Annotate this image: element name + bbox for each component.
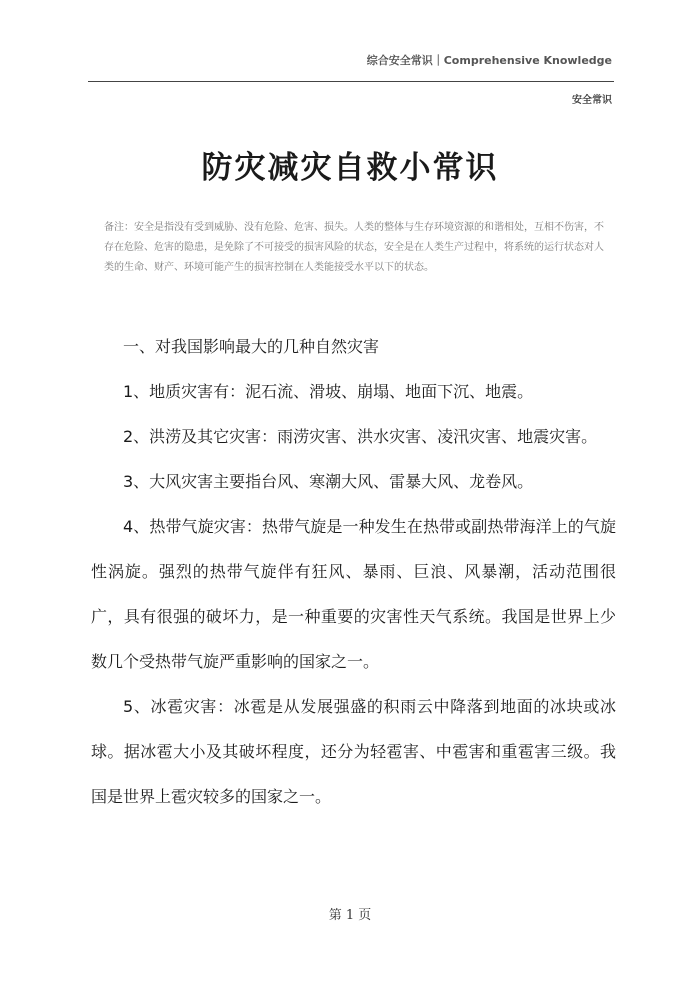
paragraph-flood: 2、洪涝及其它灾害：雨涝灾害、洪水灾害、凌汛灾害、地震灾害。	[123, 427, 598, 446]
page-title: 防灾减灾自救小常识	[201, 150, 499, 186]
paragraph-geological: 1、地质灾害有：泥石流、滑坡、崩塌、地面下沉、地震。	[123, 382, 534, 401]
paragraph-hail: 5、冰雹灾害：冰雹是从发展强盛的积雨云中降落到地面的冰块或冰球。据冰雹大小及其破坏程度，还分为轻雹害、中雹害和重雹害三级。我国是世界上雹灾较多的国家之一。	[91, 697, 616, 806]
header-brand-text: 综合安全常识｜Comprehensive Knowledge	[366, 54, 612, 67]
body-content	[91, 324, 616, 819]
section-heading: 一、对我国影响最大的几种自然灾害	[123, 337, 380, 356]
header-divider	[88, 81, 614, 82]
paragraph-cyclone: 4、热带气旋灾害：热带气旋是一种发生在热带或副热带海洋上的气旋性涡旋。强烈的热带气旋伴有狂风、暴雨、巨浪、风暴潮，活动范围很广，具有很强的破坏力，是一种重要的灾害性天气系统。我国是世界上少数几个受热带气旋严重影响的国家之一。	[91, 517, 616, 671]
category-label: 安全常识	[572, 95, 612, 106]
page-number: 第 1 页	[328, 908, 372, 923]
paragraph-wind: 3、大风灾害主要指台风、寒潮大风、雷暴大风、龙卷风。	[123, 472, 534, 491]
note-paragraph: 备注：安全是指没有受到威胁、没有危险、危害、损失。人类的整体与生存环境资源的和谐相处，互相不伤害，不存在危险、危害的隐患，是免除了不可接受的损害风险的状态，安全是在人类生产过程中，将系统的运行状态对人类的生命、财产、环境可能产生的损害控制在人类能接受水平以下的状态。	[104, 222, 604, 273]
